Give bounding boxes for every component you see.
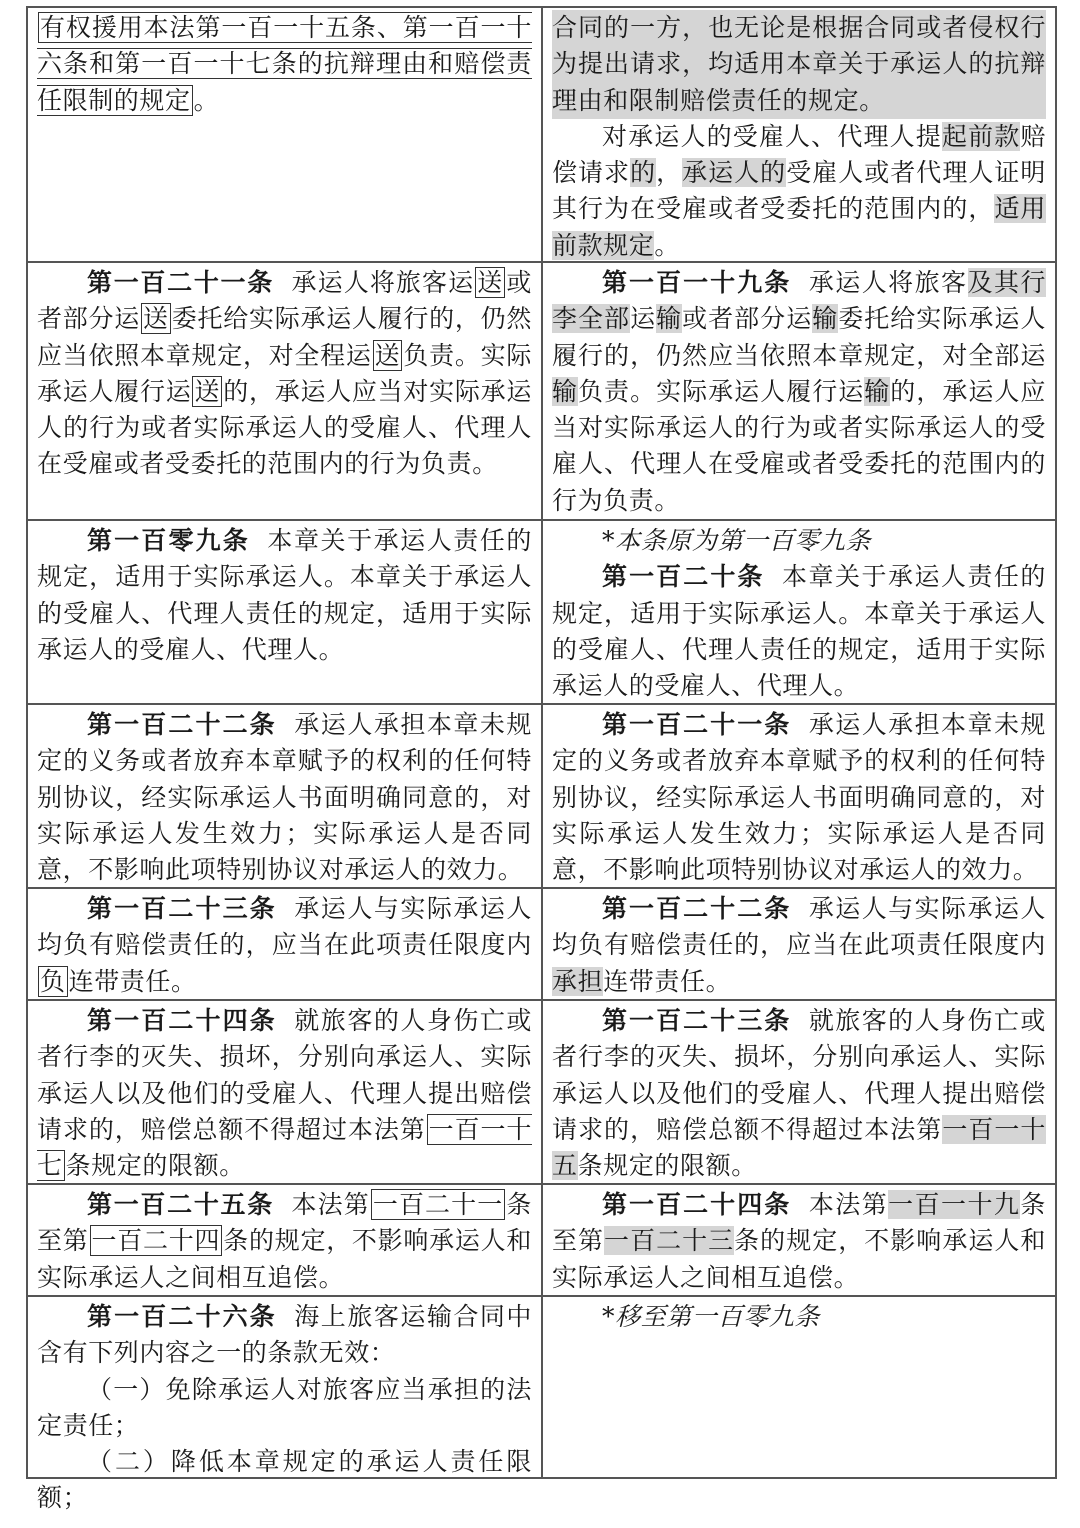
old-text-cell (28, 263, 543, 519)
text-segment: 承运人将旅客运 (291, 268, 475, 297)
text-segment: 委托给实际承运人履行的，仍然应当依照本章规定，对全程运 (37, 304, 532, 370)
boxed-text: 有权援用本法第一百一十五条、第一百一十六条和第一百一十七条的抗辩理由和赔偿责任限制的规定 (37, 13, 532, 115)
boxed-text: 送 (477, 268, 504, 297)
text-segment: 连带责任。 (68, 966, 197, 996)
text-segment: 就旅客的人身伤亡或者行李的灭失、损坏，分别向承运人、实际承运人以及他们的受雇人、代理人提出赔偿请求的，赔偿总额不得超过本法第 (552, 1006, 1046, 1144)
article-body (37, 10, 532, 119)
text-segment: 。 (193, 85, 220, 115)
article-body (552, 707, 1046, 888)
text-segment: 的，承运人应当对实际承运人的行为或者实际承运人的受雇人、代理人在受雇或者受委托的范围内的行为负责。 (37, 376, 532, 479)
highlighted-text: 起前款 (941, 121, 1021, 151)
article-body (37, 1003, 532, 1184)
boxed-text: 送 (142, 304, 169, 334)
article-number: 第一百二十四条 (602, 1190, 792, 1219)
text-segment: 负责。实际承运人履行运 (37, 340, 532, 406)
text-segment: 本章关于承运人责任的规定，适用于实际承运人。本章关于承运人的受雇人、代理人责任的规定，适用于实际承运人的受雇人、代理人。 (552, 562, 1046, 701)
boxed-text: 一百一十七 (37, 1114, 532, 1181)
old-text-cell (28, 705, 543, 887)
text-segment: 委托给实际承运人履行的，仍然应当依照本章规定，对全部运 (552, 304, 1046, 370)
highlighted-text: 输 (864, 376, 891, 406)
table-row (28, 1185, 1057, 1297)
old-text-cell (28, 8, 543, 261)
old-text-cell (28, 521, 543, 703)
article-body (552, 1187, 1046, 1296)
table-row (28, 889, 1057, 1001)
highlighted-text: 输 (812, 304, 839, 334)
new-text-cell (543, 1297, 1057, 1477)
article-body (37, 1299, 532, 1372)
highlighted-text: 输 (656, 304, 683, 334)
highlighted-text: 一百二十三 (604, 1226, 735, 1256)
article-number: 第一百一十九条 (602, 268, 792, 297)
article-number: 第一百二十六条 (87, 1302, 277, 1331)
highlighted-text: 一百一十五 (552, 1114, 1046, 1181)
boxed-text: 负 (40, 966, 66, 996)
new-text-cell (543, 8, 1057, 261)
article-body (37, 707, 532, 888)
article-body (37, 891, 532, 1000)
text-segment: 或者部分运 (37, 268, 532, 334)
new-text-cell (543, 521, 1057, 703)
article-number: 第一百二十三条 (602, 1006, 792, 1035)
text-segment: 对承运人的受雇人、代理人提 (602, 121, 942, 151)
text-segment: 承运人与实际承运人均负有赔偿责任的，应当在此项责任限度内 (552, 894, 1046, 960)
article-number: 第一百二十二条 (87, 710, 277, 739)
text-segment: 条规定的限额。 (65, 1151, 245, 1181)
highlighted-text: 承运人的 (682, 158, 787, 188)
text-segment: 连带责任。 (603, 966, 732, 996)
highlighted-text: 承担 (552, 966, 604, 996)
table-row (28, 263, 1057, 521)
article-number: 第一百二十一条 (87, 268, 274, 297)
list-item: （二）降低本章规定的承运人责任限额； (37, 1447, 532, 1513)
article-body (552, 1003, 1046, 1184)
article-body (37, 265, 532, 483)
text-segment: 承运人承担本章未规定的义务或者放弃本章赋予的权利的任何特别协议，经实际承运人书面明确同意的，对实际承运人发生效力；实际承运人是否同意，不影响此项特别协议对承运人的效力。 (552, 710, 1046, 885)
text-segment: 就旅客的人身伤亡或者行李的灭失、损坏，分别向承运人、实际承运人以及他们的受雇人、代理人提出赔偿请求的，赔偿总额不得超过本法第 (37, 1006, 532, 1144)
article-body (552, 119, 1046, 264)
article-number: 第一百二十三条 (87, 894, 277, 923)
boxed-text: 送 (194, 376, 221, 406)
highlighted-text: 适用前款规定 (552, 194, 1046, 260)
article-number: 第一百二十五条 (87, 1190, 274, 1219)
text-segment: 运 (630, 304, 657, 334)
text-segment: 赔偿请求 (552, 121, 1046, 188)
article-body (552, 265, 1046, 519)
article-body (37, 1187, 532, 1296)
table-row (28, 1297, 1057, 1513)
text-segment: ， (656, 158, 683, 188)
text-segment: 受雇人或者代理人证明其行为在受雇或者受委托的范围内的， (552, 158, 1046, 224)
new-text-cell (543, 1001, 1057, 1183)
article-body: 合同的一方，也无论是根据合同或者侵权行为提出请求，均适用本章关于承运人的抗辩理由和限制赔偿责任的规定。 (552, 10, 1046, 119)
new-text-cell (543, 705, 1057, 887)
old-text-cell (28, 1297, 543, 1513)
text-segment: 条的规定，不影响承运人和实际承运人之间相互追偿。 (552, 1226, 1046, 1292)
new-text-cell (543, 889, 1057, 999)
boxed-text: 一百二十一 (372, 1190, 504, 1219)
old-text-cell (28, 1001, 543, 1183)
text-segment: 或者部分运 (682, 304, 813, 334)
highlighted-text: 的 (630, 158, 657, 188)
new-text-cell (543, 1185, 1057, 1295)
article-body (37, 523, 532, 668)
relocation-note: *移至第一百零九条 (602, 1302, 820, 1331)
text-segment: 承运人与实际承运人均负有赔偿责任的，应当在此项责任限度内 (37, 894, 532, 960)
text-segment: 。 (654, 230, 681, 260)
article-number: 第一百二十二条 (602, 894, 792, 923)
highlighted-text: 及其行李全部 (552, 268, 1046, 334)
text-segment: 条至第 (37, 1190, 532, 1256)
text-segment: 条至第 (552, 1190, 1046, 1256)
text-segment: 本法第 (291, 1190, 370, 1219)
table-row (28, 521, 1057, 705)
table-row (28, 1001, 1057, 1185)
article-number: 第一百二十四条 (87, 1006, 277, 1035)
table-row (28, 705, 1057, 889)
text-segment: 的，承运人应当对实际承运人的行为或者实际承运人的受雇人、代理人在受雇或者受委托的范围内的行为负责。 (552, 376, 1046, 515)
table-row (28, 8, 1057, 263)
relocation-note: *本条原为第一百零九条 (602, 526, 872, 555)
text-segment: 本章关于承运人责任的规定，适用于实际承运人。本章关于承运人的受雇人、代理人责任的规定，适用于实际承运人的受雇人、代理人。 (37, 526, 532, 664)
article-number: 第一百二十条 (602, 562, 765, 592)
article-number: 第一百二十一条 (602, 710, 792, 739)
text-segment: 承运人承担本章未规定的义务或者放弃本章赋予的权利的任何特别协议，经实际承运人书面明确同意的，对实际承运人发生效力；实际承运人是否同意，不影响此项特别协议对承运人的效力。 (37, 710, 532, 885)
list-item: （一）免除承运人对旅客应当承担的法定责任； (37, 1374, 532, 1440)
text-segment: 条规定的限额。 (577, 1151, 757, 1181)
highlighted-text: 输 (552, 376, 579, 406)
text-segment: 承运人将旅客 (808, 268, 968, 297)
article-number: 第一百零九条 (87, 526, 250, 555)
old-text-cell (28, 1185, 543, 1295)
text-segment: 本法第 (808, 1190, 889, 1219)
comparison-table (26, 6, 1057, 1513)
new-text-cell (543, 263, 1057, 519)
text-segment: 海上旅客运输合同中含有下列内容之一的条款无效： (37, 1302, 532, 1368)
boxed-text: 送 (374, 340, 401, 370)
old-text-cell (28, 889, 543, 999)
article-body (552, 559, 1046, 704)
boxed-text: 一百二十四 (91, 1226, 221, 1256)
text-segment: 负责。实际承运人履行运 (578, 376, 865, 406)
text-segment: 条的规定，不影响承运人和实际承运人之间相互追偿。 (37, 1226, 532, 1292)
article-body (552, 891, 1046, 1000)
highlighted-text: 一百一十九 (888, 1190, 1021, 1219)
